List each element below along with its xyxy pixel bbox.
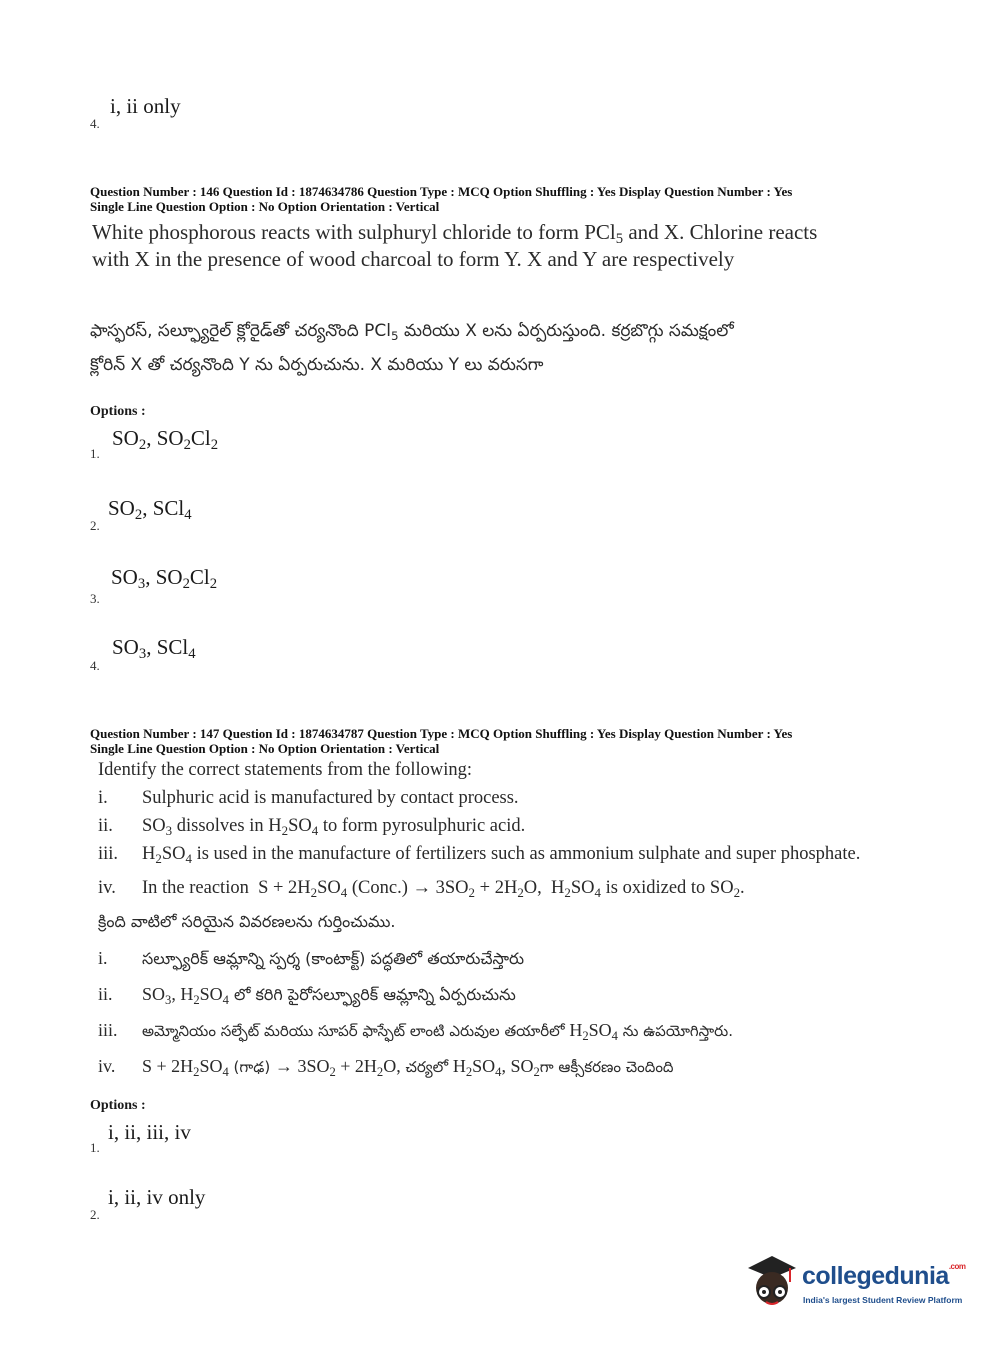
statement-roman: i. bbox=[98, 948, 108, 968]
q146-telugu-line1a: ఫాస్ఫరస్, సల్ఫ్యూరైల్ క్లోరైడ్‌తో చర్యనొంది PCl bbox=[90, 321, 391, 341]
q146-meta-line1: Question Number : 146 Question Id : 1874634786 Question Type : MCQ Option Shuffling : Yes Display Question Number : Yes bbox=[90, 184, 793, 199]
q147-english-statement-3 bbox=[98, 844, 860, 865]
statement-roman: i. bbox=[98, 788, 108, 808]
option-number: 3. bbox=[90, 591, 100, 606]
statement-roman: iv. bbox=[98, 1056, 116, 1076]
statement-text: $SO_3$ dissolves in $H_2SO_4$ to form pyrosulphuric acid. bbox=[142, 816, 526, 838]
statement-text: అమ్మోనియం సల్ఫేట్ మరియు సూపర్ ఫాస్ఫేట్ లాంటి ఎరువుల తయారీలో $H_2SO_4$ ను ఉపయోగిస్తారు. bbox=[142, 1020, 733, 1043]
option-text: i, ii only bbox=[110, 94, 181, 118]
statement-text: $SO_3$, $H_2SO_4$ లో కరిగి పైరోసల్ఫ్యూరిక్ ఆమ్లాన్ని ఏర్పరుచును bbox=[142, 984, 516, 1007]
statement-roman: ii. bbox=[98, 984, 113, 1004]
q147-meta bbox=[90, 726, 950, 756]
statement-roman: iv. bbox=[98, 878, 116, 898]
option-text: $SO_2$, $SO_2Cl_2$ bbox=[112, 426, 219, 453]
q147-english-statement-2 bbox=[98, 816, 525, 837]
q147-telugu-statement-3 bbox=[98, 1020, 733, 1044]
q146-telugu-line1b: మరియు X లను ఏర్పరుస్తుంది. కర్రబొగ్గు సమక్షంలో bbox=[398, 321, 734, 341]
q146-english-line1b: and X. Chlorine reacts bbox=[623, 220, 818, 244]
q146-english-text bbox=[92, 219, 817, 273]
option-text: i, ii, iv only bbox=[108, 1185, 206, 1209]
q147-meta-line2: Single Line Question Option : No Option Orientation : Vertical bbox=[90, 741, 440, 756]
q147-options-label: Options : bbox=[90, 1098, 146, 1113]
q147-english-intro: Identify the correct statements from the following: bbox=[98, 760, 472, 780]
option-text: $SO_3$, SCl$_4$ bbox=[112, 635, 196, 662]
option-text: $SO_3$, $SO_2Cl_2$ bbox=[111, 565, 218, 592]
q147-telugu-statement-4 bbox=[98, 1056, 674, 1080]
brand-tagline: India's largest Student Review Platform bbox=[803, 1295, 963, 1305]
statement-text: In the reaction $S + 2H_2SO_4$ (Conc.) → $3SO_2 + 2H_2O$, $H_2SO_4$ is oxidized to $SO_2$. bbox=[142, 878, 745, 900]
q146-english-line2: with X in the presence of wood charcoal to form Y. X and Y are respectively bbox=[92, 247, 735, 271]
mascot-icon bbox=[740, 1250, 800, 1310]
q147-telugu-statement-2 bbox=[98, 984, 516, 1008]
q147-telugu-statement-1 bbox=[98, 948, 524, 972]
q147-meta-line1: Question Number : 147 Question Id : 1874634787 Question Type : MCQ Option Shuffling : Yes Display Question Number : Yes bbox=[90, 726, 793, 741]
brand-text: collegedunia bbox=[802, 1262, 949, 1290]
option-text: $SO_2$, SCl$_4$ bbox=[108, 496, 192, 523]
statement-text: $S + 2H_2SO_4$ (గాఢ) → $3SO_2 + 2H_2O$, చర్యలో $H_2SO_4$, $SO_2గా$ ఆక్సీకరణం చెందింది bbox=[142, 1056, 674, 1079]
q146-telugu-sub: 5 bbox=[391, 329, 399, 343]
q147-english-statement-1 bbox=[98, 788, 519, 809]
q147-english-statement-4 bbox=[98, 878, 745, 899]
statement-text: సల్ఫ్యూరిక్ ఆమ్లాన్ని స్పర్శ (కాంటాక్ట్) పద్ధతిలో తయారుచేస్తారు bbox=[142, 949, 525, 968]
q146-options-label: Options : bbox=[90, 404, 146, 419]
collegedunia-watermark bbox=[740, 1248, 970, 1312]
q147-telugu-intro: క్రింది వాటిలో సరియైన వివరణలను గుర్తించుము. bbox=[98, 912, 396, 931]
option-number: 4. bbox=[90, 116, 100, 131]
q146-meta bbox=[90, 184, 950, 214]
q146-meta-line2: Single Line Question Option : No Option Orientation : Vertical bbox=[90, 199, 440, 214]
option-number: 2. bbox=[90, 518, 100, 533]
statement-roman: iii. bbox=[98, 844, 119, 864]
statement-roman: ii. bbox=[98, 816, 113, 836]
q146-english-sub: 5 bbox=[615, 231, 624, 247]
brand-name bbox=[802, 1262, 965, 1291]
q146-english-line1a: White phosphorous reacts with sulphuryl chloride to form PCl bbox=[92, 220, 616, 244]
brand-suffix: .com bbox=[948, 1262, 966, 1271]
statement-text: $H_2SO_4$ is used in the manufacture of fertilizers such as ammonium sulphate and super phosphate. bbox=[142, 844, 861, 866]
option-number: 1. bbox=[90, 446, 100, 461]
statement-text: Sulphuric acid is manufactured by contact process. bbox=[142, 788, 519, 808]
q146-telugu-line2: క్లోరిన్ X తో చర్యనొంది Y ను ఏర్పరుచును. X మరియు Y లు వరుసగా bbox=[90, 355, 544, 375]
option-number: 1. bbox=[90, 1140, 100, 1155]
option-text: i, ii, iii, iv bbox=[108, 1120, 191, 1144]
option-number: 4. bbox=[90, 658, 100, 673]
q146-telugu-text bbox=[90, 314, 734, 382]
option-number: 2. bbox=[90, 1207, 100, 1222]
statement-roman: iii. bbox=[98, 1020, 118, 1040]
